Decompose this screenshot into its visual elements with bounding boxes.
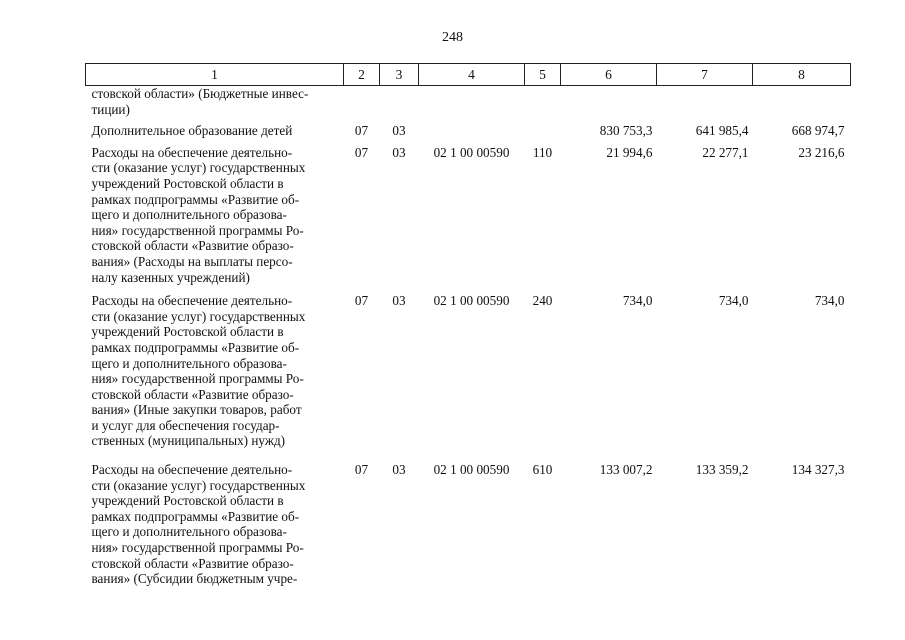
header-row — [86, 64, 851, 86]
row-description: Расходы на обеспечение деятельно- сти (оказание услуг) государственных учреждений Ростовской области в рамках подпрограммы «Развитие об- щего и дополнительного образова- ния» государственной программы Ро- стовской области «Развитие образо- вания» (Субсидии бюджетным учре- — [91, 462, 306, 587]
row-amount-year-1: 830 753,3 — [599, 123, 653, 139]
row-subsection: 03 — [392, 123, 406, 139]
row-subsection: 03 — [392, 144, 406, 160]
row-amount-year-2: 133 359,2 — [695, 462, 749, 478]
row-section: 07 — [354, 293, 369, 309]
row-amount-year-2: 22 277,1 — [702, 144, 749, 160]
row-description: Дополнительное образование детей — [91, 123, 293, 139]
row-expense-type: 240 — [532, 293, 553, 309]
row-subsection — [380, 86, 419, 124]
row-target-article: 02 1 00 00590 — [433, 144, 510, 160]
table-row — [86, 462, 851, 600]
header-col-8: 8 — [753, 64, 851, 86]
row-amount-year-3: 134 327,3 — [791, 462, 845, 478]
table-row — [86, 86, 851, 124]
row-description: стовской области» (Бюджетные инвес- тиции) — [91, 86, 309, 117]
row-amount-year-2 — [657, 86, 753, 124]
header-col-3: 3 — [380, 64, 419, 86]
row-expense-type — [525, 86, 561, 124]
table-row — [86, 123, 851, 145]
table-row — [86, 293, 851, 462]
table-header — [86, 64, 851, 86]
header-col-5: 5 — [525, 64, 561, 86]
row-amount-year-1 — [561, 86, 657, 124]
header-col-6: 6 — [561, 64, 657, 86]
row-amount-year-1: 133 007,2 — [599, 462, 653, 478]
row-amount-year-1: 734,0 — [622, 293, 653, 309]
row-amount-year-3: 734,0 — [814, 293, 845, 309]
row-target-article — [419, 123, 525, 145]
row-target-article — [419, 86, 525, 124]
row-subsection: 03 — [392, 462, 406, 478]
table-row — [86, 145, 851, 293]
header-col-1: 1 — [86, 64, 344, 86]
header-col-7: 7 — [657, 64, 753, 86]
table-body — [86, 86, 851, 600]
row-amount-year-2: 641 985,4 — [695, 123, 749, 139]
row-target-article: 02 1 00 00590 — [433, 462, 510, 478]
row-description: Расходы на обеспечение деятельно- сти (оказание услуг) государственных учреждений Ростовской области в рамках подпрограммы «Развитие об- щего и дополнительного образова- ния» государственной программы Ро- стовской области «Развитие образо- вания» (Расходы на выплаты персо- налу казенных учреждений) — [91, 144, 306, 285]
row-amount-year-2: 734,0 — [718, 293, 749, 309]
page-number: 248 — [442, 30, 463, 45]
row-expense-type: 110 — [532, 144, 553, 160]
row-subsection: 03 — [392, 293, 406, 309]
row-description: Расходы на обеспечение деятельно- сти (оказание услуг) государственных учреждений Ростовской области в рамках подпрограммы «Развитие об- щего и дополнительного образова- ния» государственной программы Ро- стовской области «Развитие образо- вания» (Иные закупки товаров, работ и услуг для обеспечения государ- ственных (муниципальных) нужд) — [91, 293, 306, 449]
row-amount-year-1: 21 994,6 — [606, 144, 653, 160]
row-amount-year-3 — [753, 86, 851, 124]
header-col-4: 4 — [419, 64, 525, 86]
row-section: 07 — [354, 144, 369, 160]
row-section: 07 — [354, 123, 369, 139]
row-expense-type: 610 — [532, 462, 553, 478]
row-target-article: 02 1 00 00590 — [433, 293, 510, 309]
row-amount-year-3: 23 216,6 — [798, 144, 845, 160]
header-col-2: 2 — [344, 64, 380, 86]
budget-table — [85, 63, 851, 600]
row-amount-year-3: 668 974,7 — [791, 123, 845, 139]
budget-table-container — [85, 63, 850, 600]
row-section — [344, 86, 380, 124]
row-section: 07 — [354, 462, 369, 478]
row-expense-type — [525, 123, 561, 145]
